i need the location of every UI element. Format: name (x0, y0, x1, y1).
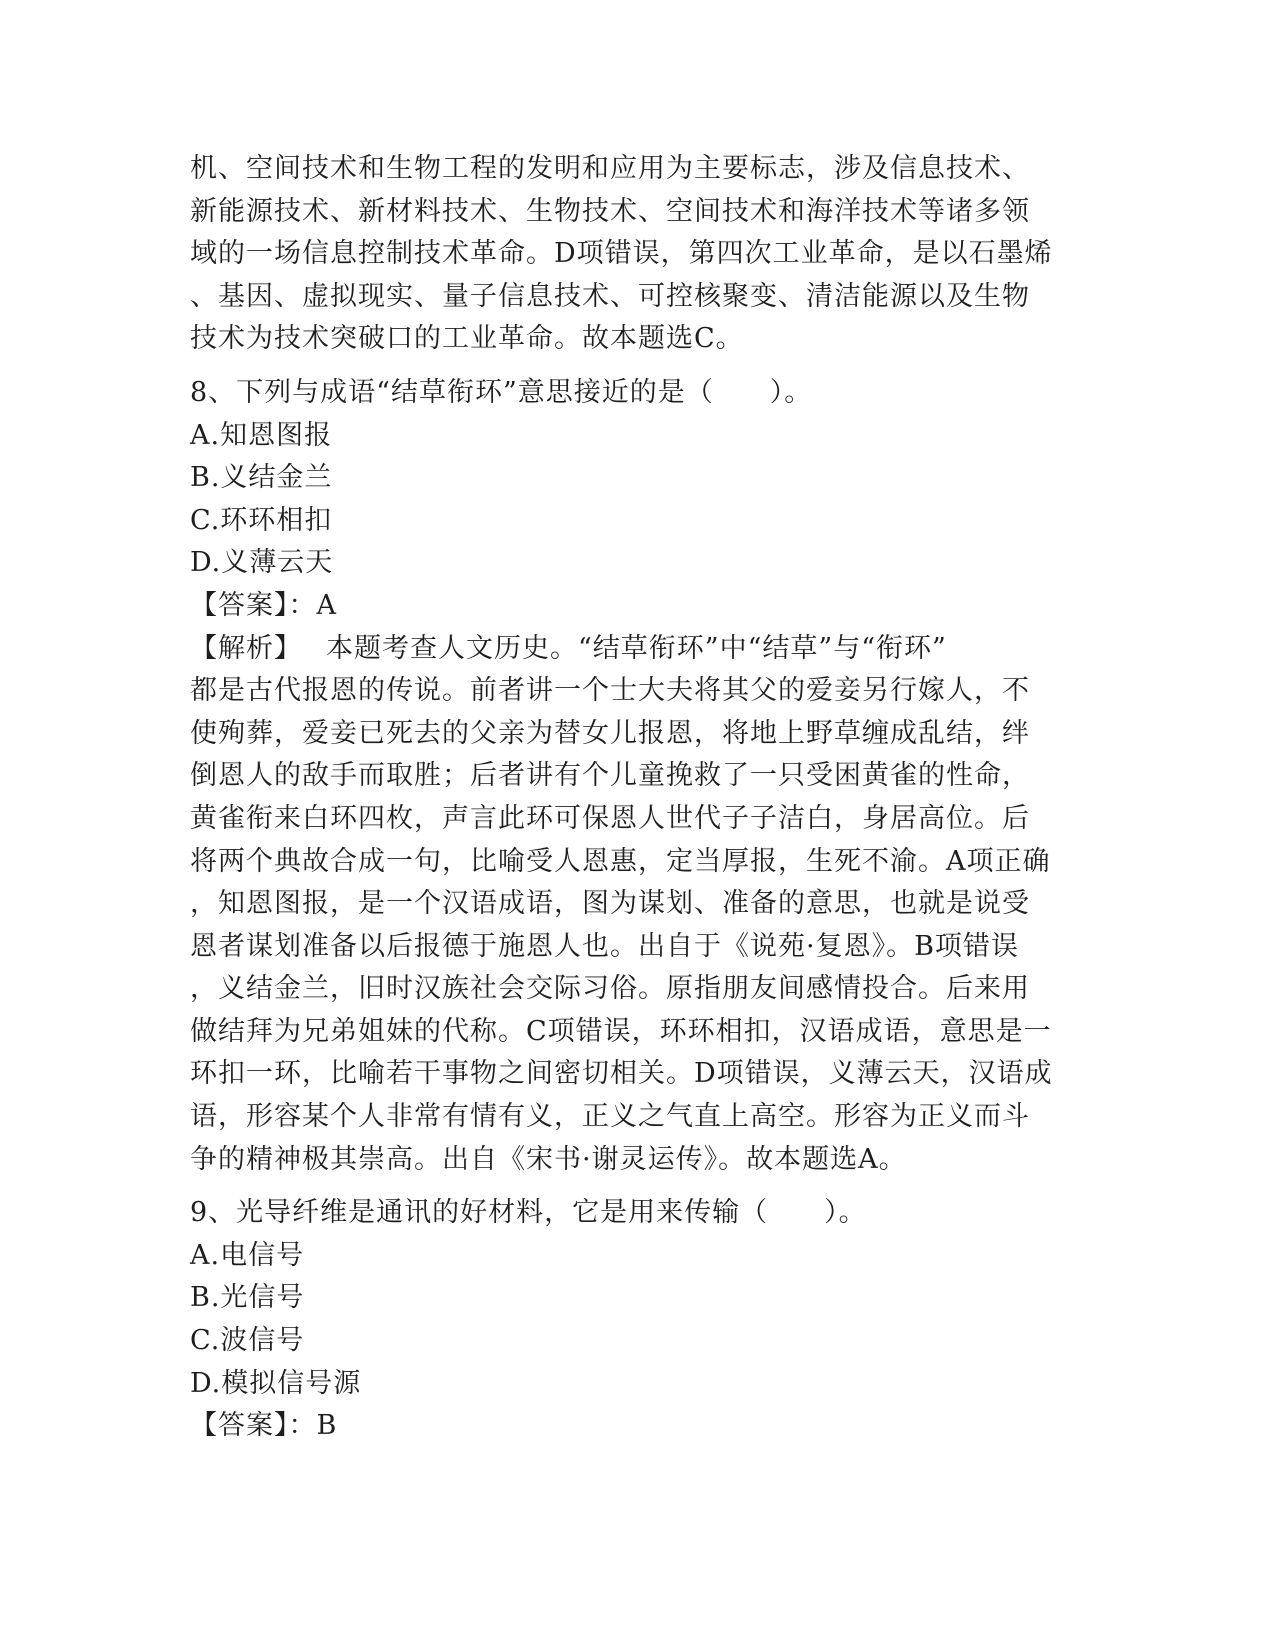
answer: 【答案】：A (190, 589, 337, 621)
answer: 【答案】：B (190, 1410, 338, 1442)
analysis-line: 环扣一环，比喻若干事物之间密切相关。D项错误，义薄云天，汉语成 (190, 1058, 1053, 1090)
analysis-text: 本题考查人文历史。“结草衔环”中“结草”与“衔环” (326, 632, 947, 664)
previous-explanation (190, 148, 1090, 361)
analysis-line: 倒恩人的敌手而取胜；后者讲有个儿童挽救了一只受困黄雀的性命， (190, 760, 1030, 792)
option-b: B.光信号 (190, 1282, 305, 1314)
option-c: C.环环相扣 (190, 504, 333, 536)
option-a: A.电信号 (190, 1239, 305, 1271)
analysis-line: 争的精神极其崇高。出自《宋书·谢灵运传》。故本题选A。 (190, 1143, 907, 1175)
text-line: 技术为技术突破口的工业革命。故本题选C。 (190, 323, 744, 355)
text-line: 机、空间技术和生物工程的发明和应用为主要标志，涉及信息技术、 (190, 153, 1030, 184)
option-d: D.模拟信号源 (190, 1367, 362, 1399)
question-text: 9、光导纤维是通讯的好材料，它是用来传输（ ）。 (190, 1197, 867, 1229)
analysis-line: 都是古代报恩的传说。前者讲一个士大夫将其父的爱妾另行嫁人，不 (190, 675, 1030, 707)
analysis-line: ，义结金兰，旧时汉族社会交际习俗。原指朋友间感情投合。后来用 (190, 973, 1030, 1005)
option-b: B.义结金兰 (190, 462, 333, 494)
analysis-line: 恩者谋划准备以后报德于施恩人也。出自于《说苑·复恩》。B项错误 (190, 930, 1019, 962)
analysis-line: 黄雀衔来白环四枚，声言此环可保恩人世代子子洁白，身居高位。后 (190, 802, 1030, 834)
analysis-line: 将两个典故合成一句，比喻受人恩惠，定当厚报，生死不渝。A项正确 (190, 845, 1051, 877)
analysis-line: 做结拜为兄弟姐妹的代称。C项错误，环环相扣，汉语成语，意思是一 (190, 1015, 1052, 1047)
spacer (190, 1181, 1090, 1192)
analysis-first-line (190, 628, 1090, 671)
option-c: C.波信号 (190, 1325, 305, 1357)
text-line: 域的一场信息控制技术革命。D项错误，第四次工业革命，是以石墨烯 (190, 238, 1053, 270)
analysis-line: 使殉葬，爱妾已死去的父亲为替女儿报恩，将地上野草缠成乱结，绊 (190, 717, 1030, 749)
analysis-line: ，知恩图报，是一个汉语成语，图为谋划、准备的意思，也就是说受 (190, 888, 1030, 920)
option-d: D.义薄云天 (190, 547, 334, 579)
question-8 (190, 372, 1090, 1181)
document-page (190, 148, 1090, 1448)
analysis-label: 【解析】 (190, 632, 302, 664)
spacer (190, 361, 1090, 372)
option-a: A.知恩图报 (190, 419, 333, 451)
analysis-line: 语，形容某个人非常有情有义，正义之气直上高空。形容为正义而斗 (190, 1101, 1030, 1133)
question-text: 8、下列与成语“结草衔环”意思接近的是（ ）。 (190, 376, 813, 408)
text-line: 、基因、虚拟现实、量子信息技术、可控核聚变、清洁能源以及生物 (190, 280, 1030, 312)
question-9 (190, 1192, 1090, 1448)
text-line: 新能源技术、新材料技术、生物技术、空间技术和海洋技术等诸多领 (190, 195, 1030, 227)
